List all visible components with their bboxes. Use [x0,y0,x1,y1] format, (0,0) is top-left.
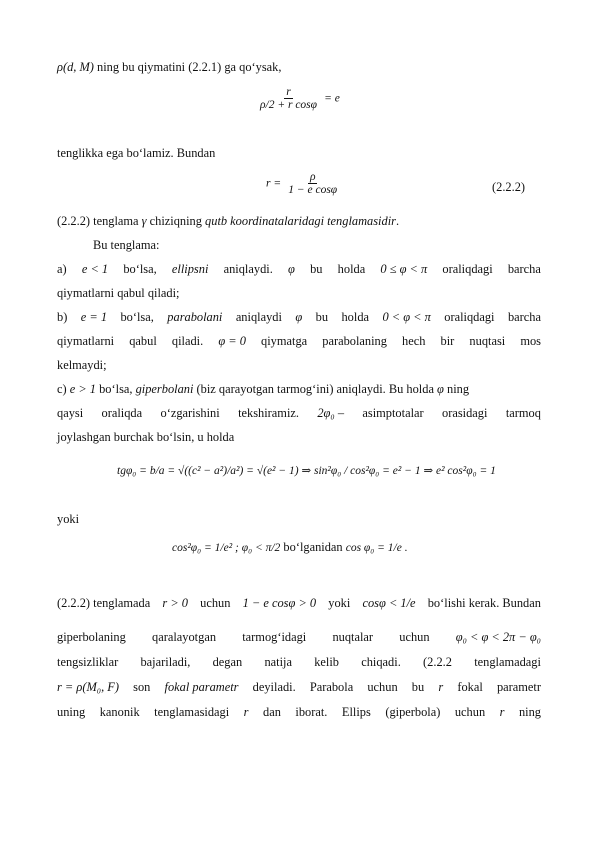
word: bu [411,680,425,694]
paragraph-line-3 [57,214,541,229]
word: natija [264,655,292,669]
word: o‘zgarishini [160,406,220,420]
word: nuqtasi [469,334,506,348]
emphasis-text: ellipsni [171,262,209,276]
equation-part-b: cos φ₀ = 1/e . [345,542,408,554]
paragraph-line-10 [57,705,541,720]
word: (2.2.2) tenglamada [57,596,151,610]
word: (2.2.2 [423,655,452,669]
word: parametr [496,680,541,694]
word: parabolaning [322,334,387,348]
emphasis-text: qutb koordinatalaridagi tenglamasidir [205,214,396,228]
word: b) [57,310,68,324]
gamma-symbol: γ [141,214,147,228]
word: (giperbola) [385,705,441,719]
math-condition: e < 1 [81,262,109,276]
word: uchun [399,630,430,644]
word: mos [520,334,541,348]
paragraph-line-5: yoki [57,512,80,526]
word: uchun [367,680,398,694]
paragraph-line-9 [57,680,541,695]
text-span: bo‘lsa, [96,382,136,396]
word: bir [440,334,455,348]
word: bo‘lsa, [123,262,157,276]
text-span: ning [443,382,470,396]
item-c-line-3: joylashgan burchak bo‘lsin, u holda [57,430,235,444]
paragraph-line-2: tenglikka ega bo‘lamiz. Bundan [57,146,216,160]
word: qiymatga [261,334,308,348]
math-phi-zero: φ = 0 [218,334,246,348]
paragraph-line-6 [57,596,541,611]
word: bo‘lishi kerak. Bundan [427,596,541,610]
word: orasidagi [442,406,488,420]
text-span: . [395,214,400,228]
word: qaysi [57,406,84,420]
word: ning [518,705,541,719]
word: son [133,680,151,694]
math-r: r [499,705,505,719]
text-span: chiziqning [146,214,206,228]
word: holda [337,262,366,276]
text-span: (biz qarayotgan tarmog‘ini) aniqlaydi. Bu holda [193,382,438,396]
math-rho-d-m: ρ(d, M) [57,60,94,74]
equation-3: tgφ₀ = b/a = √((c² − a²)/a²) = √(e² − 1) ⇒ sin²φ₀ / cos²φ₀ = e² − 1 ⇒ e² cos²φ₀ = 1 [117,465,496,477]
word: kelib [314,655,339,669]
math-phi: φ [437,382,444,396]
equation-2 [266,171,341,196]
word: giperbolaning [57,630,126,644]
math-focal-def: r = ρ(M₀, F) [57,680,119,694]
math-two-phi-zero: 2φ₀ – [317,406,345,420]
word: barcha [507,310,541,324]
paragraph-line-1 [57,60,541,75]
emphasis-text: fokal parametr [164,680,239,694]
item-c-line-1 [57,382,541,397]
word: bo‘lsa, [120,310,154,324]
word: oraliqdagi [444,310,495,324]
equation-tag: (2.2.2) [492,180,526,194]
word: degan [212,655,243,669]
math-r: r [438,680,444,694]
word: fokal [457,680,483,694]
math-condition: e = 1 [80,310,108,324]
word: uchun [200,596,231,610]
word: tengsizliklar [57,655,119,669]
word: tenglamasidagi [154,705,230,719]
word: holda [341,310,370,324]
word: deyiladi. [252,680,296,694]
emphasis-text: parabolani [167,310,223,324]
word: c) [57,382,67,396]
math-condition: e > 1 [69,382,97,396]
denominator: ρ/2 + r cosφ [260,99,318,111]
paragraph-line-8 [57,655,541,670]
word: qiladi. [171,334,204,348]
word: qaralayotgan [152,630,217,644]
math-interval: 0 < φ < π [382,310,431,324]
word: uchun [454,705,486,719]
word: aniqlaydi. [223,262,273,276]
word: tenglamadagi [474,655,541,669]
numerator: r [286,86,291,98]
fraction [258,86,319,111]
word: hech [402,334,426,348]
math-cos-inequality: cosφ < 1/e [362,596,416,610]
equation-4 [172,540,408,555]
word: Ellips [341,705,371,719]
item-b-line-3: kelmaydi; [57,358,107,372]
math-phi-range: φ₀ < φ < 2π − φ₀ [455,630,541,644]
word: nuqtalar [332,630,374,644]
paragraph-line-4: Bu tenglama: [93,238,160,252]
word: asimptotalar [362,406,424,420]
numerator: ρ [309,171,316,183]
math-inequality: 1 − e cosφ > 0 [242,596,317,610]
word: dan [263,705,281,719]
word: a) [57,262,67,276]
word: bu [315,310,329,324]
word: oraliqda [101,406,143,420]
fraction [286,171,339,196]
word: bu [310,262,323,276]
text-span: (2.2.2) tenglama [57,214,142,228]
text-span: ning bu qiymatini (2.2.1) ga qo‘ysak, [93,60,282,74]
item-a-line-2: qiymatlarni qabul qiladi; [57,286,180,300]
word: Parabola [309,680,354,694]
word: yoki [328,596,351,610]
math-r: r [243,705,249,719]
word: aniqlaydi [235,310,282,324]
word: tarmoq [505,406,541,420]
paragraph-line-7 [57,630,541,645]
emphasis-text: giperbolani [135,382,194,396]
denominator: 1 − e cosφ [288,184,338,196]
item-b-line-1 [57,310,541,325]
word: kanonik [99,705,140,719]
item-c-line-2 [57,406,541,421]
math-phi: φ [295,310,303,324]
equation-1 [256,86,340,111]
word: tekshiramiz. [238,406,299,420]
text-span: bo‘lganidan [283,540,343,554]
equation-part-a: cos²φ₀ = 1/e² ; φ₀ < π/2 [172,542,281,554]
item-a-line-1 [57,262,541,277]
item-b-line-2 [57,334,541,349]
word: qabul [129,334,157,348]
math-phi: φ [288,262,295,276]
word: iborat. [295,705,328,719]
word: chiqadi. [361,655,401,669]
word: oraliqdagi [442,262,493,276]
word: bajariladi, [140,655,191,669]
equation-rhs: = e [324,92,340,105]
math-interval: 0 ≤ φ < π [380,262,428,276]
word: tarmog‘idagi [242,630,307,644]
word: uning [57,705,86,719]
equation-lhs: r = [266,177,282,190]
word: barcha [507,262,541,276]
word: qiymatlarni [57,334,115,348]
math-r-positive: r > 0 [162,596,188,610]
